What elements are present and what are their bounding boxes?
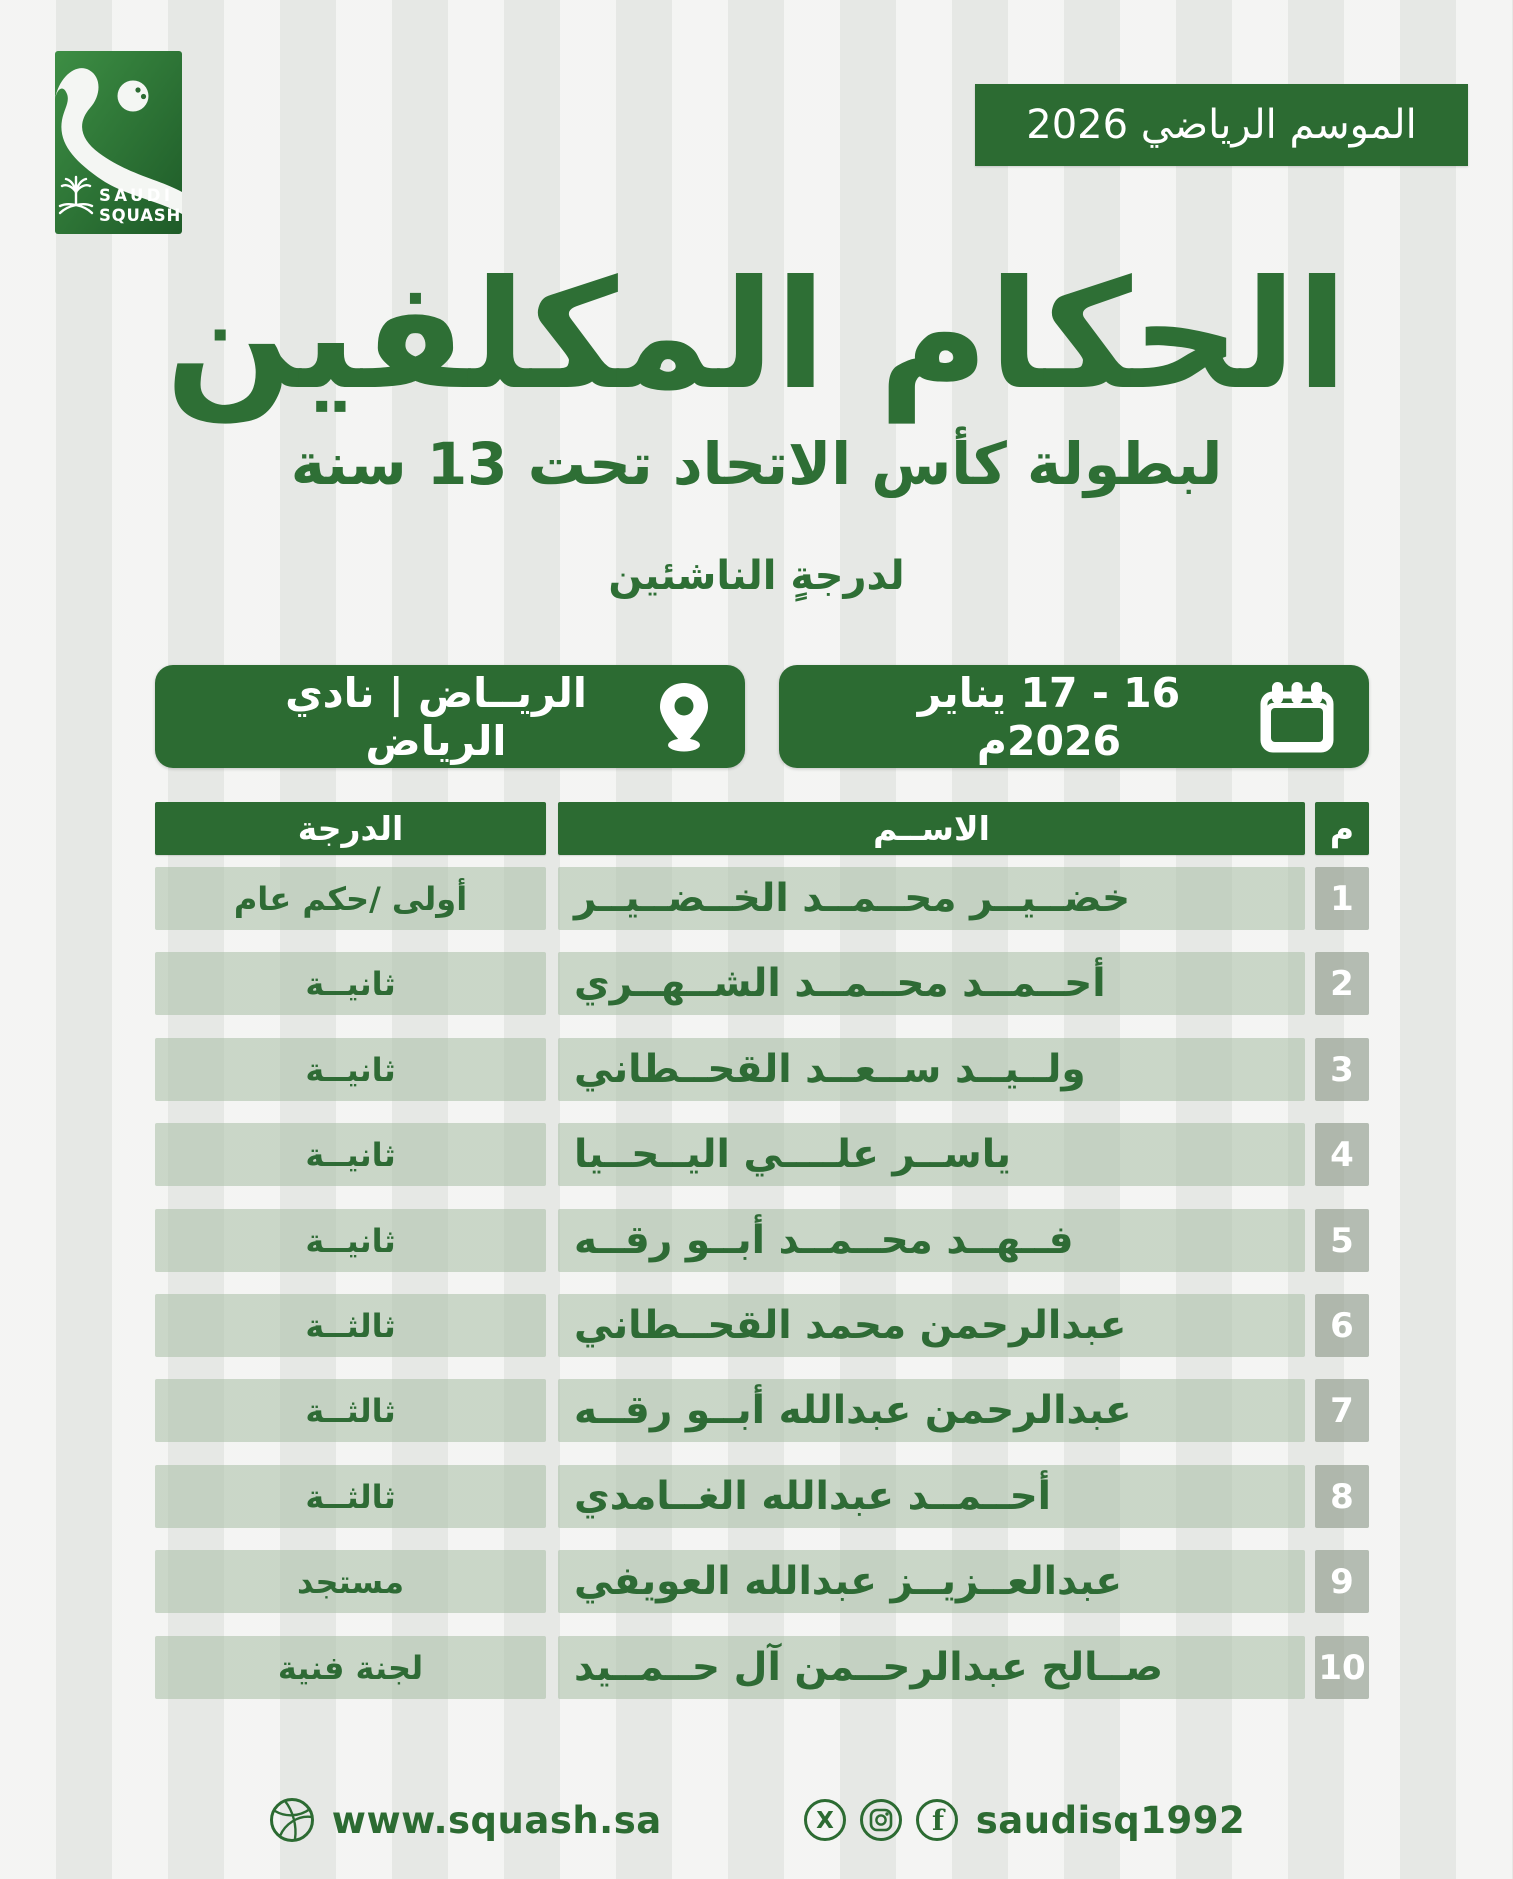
instagram-icon bbox=[858, 1797, 904, 1843]
referee-name-cell: عبدالعــزيــز عبدالله العويفي bbox=[558, 1550, 1305, 1613]
table-header-degree: الدرجة bbox=[155, 802, 546, 855]
facebook-icon bbox=[914, 1797, 960, 1843]
footer bbox=[0, 1796, 1513, 1844]
referee-name-cell: عبدالرحمن محمد القحــطاني bbox=[558, 1294, 1305, 1357]
referee-name-cell: فــهــد محــمــد أبــو رقــه bbox=[558, 1209, 1305, 1272]
row-number-cell: 9 bbox=[1315, 1550, 1369, 1613]
website-label: www.squash.sa bbox=[331, 1798, 662, 1842]
row-number-cell: 6 bbox=[1315, 1294, 1369, 1357]
referee-degree-cell: أولى /حكم عام bbox=[155, 867, 546, 930]
date-pill bbox=[779, 665, 1369, 768]
row-number-cell: 10 bbox=[1315, 1636, 1369, 1699]
referee-degree-cell: ثالثــة bbox=[155, 1465, 546, 1528]
row-number-cell: 3 bbox=[1315, 1038, 1369, 1101]
location-pill bbox=[155, 665, 745, 768]
referee-degree-cell: لجنة فنية bbox=[155, 1636, 546, 1699]
svg-text:X: X bbox=[815, 1808, 834, 1834]
logo-text-line2: SQUASH bbox=[99, 206, 182, 225]
date-label: 16 - 17 يناير 2026م bbox=[917, 668, 1181, 765]
referee-degree-cell: ثالثــة bbox=[155, 1379, 546, 1442]
social-group bbox=[802, 1797, 1246, 1843]
referee-degree-cell: ثانيــة bbox=[155, 952, 546, 1015]
row-number-cell: 2 bbox=[1315, 952, 1369, 1015]
referee-name-cell: خضــيــر محــمــد الخــضــيــر bbox=[558, 867, 1305, 930]
location-label: الريــاض | نادي الرياض bbox=[285, 668, 587, 765]
table-header-index: م bbox=[1315, 802, 1369, 855]
referee-name-cell: ياســر علــــي اليــحــيا bbox=[558, 1123, 1305, 1186]
social-handle-label: saudisq1992 bbox=[975, 1798, 1246, 1842]
row-number-cell: 7 bbox=[1315, 1379, 1369, 1442]
ball-dot bbox=[135, 87, 140, 92]
referee-name-cell: أحــمــد محــمــد الشــهــري bbox=[558, 952, 1305, 1015]
referee-degree-cell: ثالثــة bbox=[155, 1294, 546, 1357]
svg-text:f: f bbox=[931, 1804, 944, 1837]
season-badge bbox=[975, 84, 1468, 166]
referee-degree-cell: ثانيــة bbox=[155, 1123, 546, 1186]
referee-name-cell: أحــمــد عبدالله الغــامدي bbox=[558, 1465, 1305, 1528]
referee-degree-cell: ثانيــة bbox=[155, 1209, 546, 1272]
category-line: لدرجةٍ الناشئين bbox=[608, 553, 905, 599]
row-number-cell: 4 bbox=[1315, 1123, 1369, 1186]
saudi-squash-logo bbox=[55, 51, 182, 234]
globe-icon bbox=[268, 1796, 316, 1844]
x-twitter-icon bbox=[802, 1797, 848, 1843]
row-number-cell: 1 bbox=[1315, 867, 1369, 930]
logo-text-line1: SAUDI bbox=[99, 186, 174, 205]
table-header-name: الاســم bbox=[558, 802, 1305, 855]
season-badge-label: الموسم الرياضي 2026 bbox=[1026, 102, 1417, 148]
page-title: الحكام المكلفين bbox=[165, 247, 1348, 423]
calendar-icon bbox=[1259, 680, 1335, 754]
row-number-cell: 8 bbox=[1315, 1465, 1369, 1528]
referee-name-cell: ولــيــد ســعــد القحــطاني bbox=[558, 1038, 1305, 1101]
referee-degree-cell: ثانيــة bbox=[155, 1038, 546, 1101]
referee-name-cell: عبدالرحمن عبدالله أبــو رقــه bbox=[558, 1379, 1305, 1442]
referee-name-cell: صــالح عبدالرحــمن آل حــمــيد bbox=[558, 1636, 1305, 1699]
row-number-cell: 5 bbox=[1315, 1209, 1369, 1272]
website-group bbox=[268, 1796, 662, 1844]
referee-degree-cell: مستجد bbox=[155, 1550, 546, 1613]
page-subtitle: لبطولة كأس الاتحاد تحت 13 سنة bbox=[290, 430, 1223, 498]
ball-dot bbox=[141, 94, 146, 99]
location-pin-icon bbox=[657, 681, 711, 753]
